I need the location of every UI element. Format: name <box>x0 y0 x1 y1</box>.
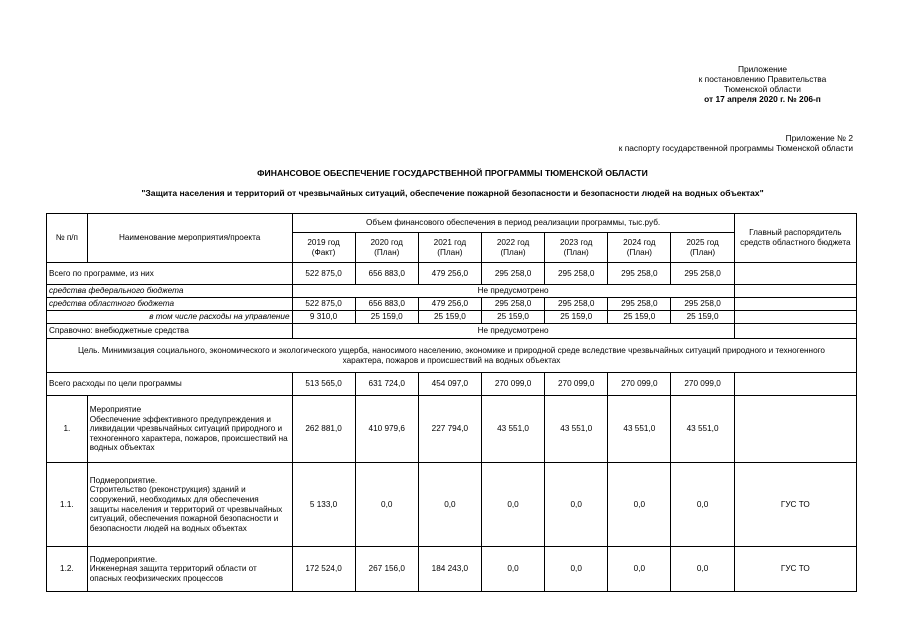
cell-num: 1.2. <box>47 547 88 592</box>
cell-value: 184 243,0 <box>418 547 481 592</box>
header-year: 2020 год (План) <box>355 233 418 263</box>
table-row-subactivity <box>47 547 857 592</box>
header-year: 2025 год (План) <box>671 233 734 263</box>
row-label: Всего по программе, из них <box>47 263 293 285</box>
cell-value: 9 310,0 <box>292 311 355 324</box>
cell-value: 262 881,0 <box>292 396 355 463</box>
header-name: Наименование мероприятия/проекта <box>87 214 292 263</box>
appendix-passport <box>619 133 853 153</box>
cell-value: 0,0 <box>355 463 418 547</box>
cell-value: 25 159,0 <box>608 311 671 324</box>
cell-note: Не предусмотрено <box>292 324 734 339</box>
header-year: 2019 год (Факт) <box>292 233 355 263</box>
cell-value: 656 883,0 <box>355 263 418 285</box>
cell-manager <box>734 396 856 463</box>
cell-value: 522 875,0 <box>292 263 355 285</box>
cell-value: 43 551,0 <box>545 396 608 463</box>
cell-manager <box>734 285 856 298</box>
cell-value: 0,0 <box>608 463 671 547</box>
row-label: средства федерального бюджета <box>47 285 293 298</box>
cell-manager <box>734 311 856 324</box>
cell-value: 0,0 <box>671 547 734 592</box>
cell-value: 227 794,0 <box>418 396 481 463</box>
appendix-line: к паспорту государственной программы Тюменской области <box>618 143 853 153</box>
header-year: 2023 год (План) <box>545 233 608 263</box>
cell-value: 479 256,0 <box>418 263 481 285</box>
cell-value: 0,0 <box>545 547 608 592</box>
cell-value: 295 258,0 <box>608 298 671 311</box>
cell-value: 270 099,0 <box>545 373 608 396</box>
cell-value: 0,0 <box>608 547 671 592</box>
goal-text: Цель. Минимизация социального, экономического и экологического ущерба, наносимого населению, экономике и природной среде вследствие чрезвычайных ситуаций природного и техногенного характера, пожаров и происшествий на водных объектах <box>47 339 857 373</box>
cell-activity-name: Мероприятие Обеспечение эффективного предупреждения и ликвидации чрезвычайных ситуаций природного и техногенного характера, пожаров, происшествий на водных объектах <box>87 396 292 463</box>
table-row-total <box>47 263 857 285</box>
cell-num: 1.1. <box>47 463 88 547</box>
table-header-row <box>47 214 857 233</box>
cell-value: 0,0 <box>545 463 608 547</box>
cell-value: 25 159,0 <box>671 311 734 324</box>
cell-value: 295 258,0 <box>481 263 544 285</box>
program-name: "Защита населения и территорий от чрезвычайных ситуаций, обеспечение пожарной безопасности и безопасности людей на водных объектах" <box>141 188 764 198</box>
header-year: 2021 год (План) <box>418 233 481 263</box>
cell-value: 0,0 <box>481 547 544 592</box>
financing-table <box>46 213 857 592</box>
cell-value: 513 565,0 <box>292 373 355 396</box>
cell-value: 5 133,0 <box>292 463 355 547</box>
cell-activity-name: Подмероприятие. Инженерная защита территорий области от опасных геофизических процессов <box>87 547 292 592</box>
cell-value: 454 097,0 <box>418 373 481 396</box>
cell-value: 43 551,0 <box>481 396 544 463</box>
table-row-subactivity <box>47 463 857 547</box>
cell-manager: ГУС ТО <box>734 547 856 592</box>
header-num: № п/п <box>47 214 88 263</box>
cell-value: 270 099,0 <box>481 373 544 396</box>
cell-value: 0,0 <box>418 463 481 547</box>
row-label: в том числе расходы на управление <box>47 311 293 324</box>
cell-value: 0,0 <box>481 463 544 547</box>
appendix-line: Приложение № 2 <box>785 133 853 143</box>
appendix-line: к постановлению Правительства <box>698 74 827 84</box>
cell-value: 270 099,0 <box>608 373 671 396</box>
cell-value: 43 551,0 <box>608 396 671 463</box>
cell-value: 25 159,0 <box>545 311 608 324</box>
cell-value: 295 258,0 <box>545 263 608 285</box>
cell-manager <box>734 324 856 339</box>
table-row-extrabudget <box>47 324 857 339</box>
header-manager: Главный распорядитель средств областного бюджета <box>734 214 856 263</box>
cell-value: 295 258,0 <box>671 298 734 311</box>
cell-manager: ГУС ТО <box>734 463 856 547</box>
document-title: ФИНАНСОВОЕ ОБЕСПЕЧЕНИЕ ГОСУДАРСТВЕННОЙ ПРОГРАММЫ ТЮМЕНСКОЙ ОБЛАСТИ <box>257 168 648 178</box>
cell-value: 631 724,0 <box>355 373 418 396</box>
appendix-date-number: от 17 апреля 2020 г. № 206-п <box>704 94 821 104</box>
header-volume: Объем финансового обеспечения в период реализации программы, тыс.руб. <box>292 214 734 233</box>
cell-value: 522 875,0 <box>292 298 355 311</box>
table-row-activity <box>47 396 857 463</box>
appendix-line: Тюменской области <box>724 84 801 94</box>
cell-value: 25 159,0 <box>481 311 544 324</box>
header-year: 2022 год (План) <box>481 233 544 263</box>
cell-value: 25 159,0 <box>355 311 418 324</box>
cell-value: 270 099,0 <box>671 373 734 396</box>
cell-value: 267 156,0 <box>355 547 418 592</box>
row-label: средства областного бюджета <box>47 298 293 311</box>
cell-value: 656 883,0 <box>355 298 418 311</box>
cell-value: 0,0 <box>671 463 734 547</box>
cell-value: 410 979,6 <box>355 396 418 463</box>
cell-note: Не предусмотрено <box>292 285 734 298</box>
cell-value: 295 258,0 <box>481 298 544 311</box>
row-label: Всего расходы по цели программы <box>47 373 293 396</box>
header-year: 2024 год (План) <box>608 233 671 263</box>
cell-manager <box>734 373 856 396</box>
table-row-management <box>47 311 857 324</box>
cell-manager <box>734 298 856 311</box>
cell-value: 295 258,0 <box>671 263 734 285</box>
cell-value: 479 256,0 <box>418 298 481 311</box>
cell-activity-name: Подмероприятие. Строительство (реконструкция) зданий и сооружений, необходимых для обеспечения защиты населения и территорий от чрезвычайных ситуаций, обеспечения пожарной безопасности и безопасности людей на водных объектах <box>87 463 292 547</box>
table-row-federal <box>47 285 857 298</box>
cell-value: 295 258,0 <box>545 298 608 311</box>
cell-value: 43 551,0 <box>671 396 734 463</box>
table-row-goal-total <box>47 373 857 396</box>
appendix-government-resolution <box>640 64 885 104</box>
appendix-line: Приложение <box>737 64 788 74</box>
table-row-regional <box>47 298 857 311</box>
cell-value: 295 258,0 <box>608 263 671 285</box>
cell-manager <box>734 263 856 285</box>
cell-num: 1. <box>47 396 88 463</box>
cell-value: 172 524,0 <box>292 547 355 592</box>
cell-value: 25 159,0 <box>418 311 481 324</box>
row-label: Справочно: внебюджетные средства <box>47 324 293 339</box>
table-row-goal <box>47 339 857 373</box>
